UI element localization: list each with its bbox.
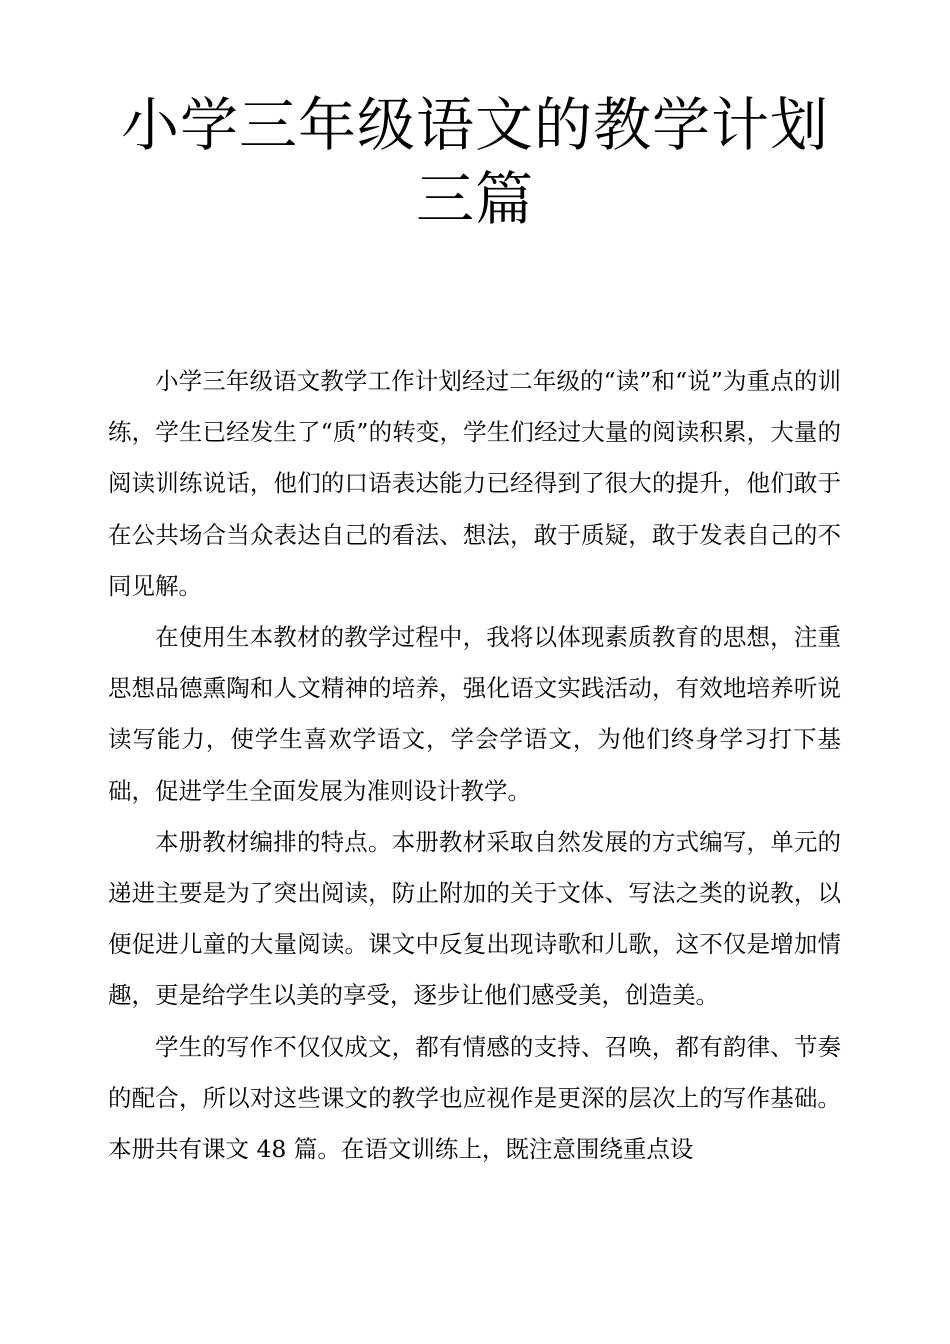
paragraph-2: 在使用生本教材的教学过程中，我将以体现素质教育的思想，注重思想品德熏陶和人文精神的培养，强化语文实践活动，有效地培养听说读写能力，使学生喜欢学语文，学会学语文，为他们终身学习打下基础，促进学生全面发展为准则设计教学。: [108, 623, 841, 805]
paragraph-4: 学生的写作不仅仅成文，都有情感的支持、召唤，都有韵律、节奏的配合，所以对这些课文的教学也应视作是更深的层次上的写作基础。本册共有课文 48 篇。在语文训练上，既注意围绕重点设: [108, 1032, 841, 1164]
document-title-line-1: 小学三年级语文的教学计划: [120, 91, 829, 159]
document-body: [108, 356, 841, 1175]
paragraph-3: 本册教材编排的特点。本册教材采取自然发展的方式编写，单元的递进主要是为了突出阅读，防止附加的关于文体、写法之类的说教，以便促进儿童的大量阅读。课文中反复出现诗歌和儿歌，这不仅是增加情趣，更是给学生以美的享受，逐步让他们感受美，创造美。: [108, 827, 841, 1010]
document-title: [110, 88, 840, 236]
paragraph-1: 小学三年级语文教学工作计划经过二年级的“读”和“说”为重点的训练，学生已经发生了“质”的转变，学生们经过大量的阅读积累，大量的阅读训练说话，他们的口语表达能力已经得到了很大的提升，他们敢于在公共场合当众表达自己的看法、想法，敢于质疑，敢于发表自己的不同见解。: [108, 367, 841, 600]
document-title-line-2: 三篇: [415, 165, 534, 233]
